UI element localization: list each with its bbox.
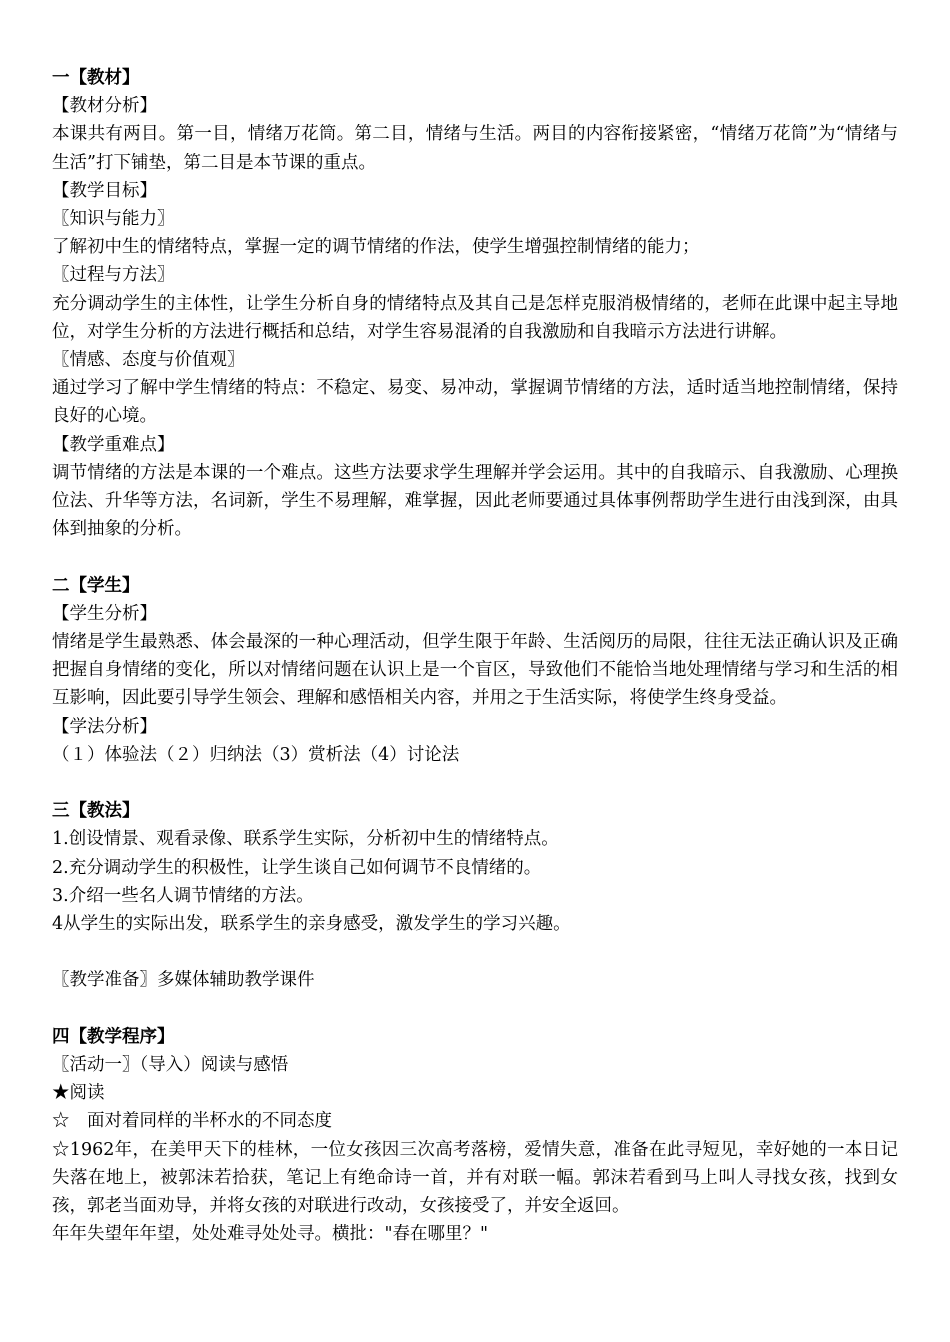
emotion-values-heading: 〖情感、态度与价值观〗 <box>52 350 245 371</box>
key-difficulties-text: 调节情绪的方法是本课的一个难点。这些方法要求学生理解并学会运用。其中的自我暗示、自我激励、心理换位法、升华等方法，名词新，学生不易理解，难掌握，因此老师要通过具体事例帮助学生进行由浅到深，由具体到抽象的分析。 <box>52 462 898 540</box>
section-3-title: 三【教法】 <box>52 801 140 822</box>
teaching-goals-heading: 【教学目标】 <box>52 180 157 201</box>
section-1-title: 一【教材】 <box>52 68 140 88</box>
section-4-title: 四【教学程序】 <box>52 1026 175 1047</box>
spacer <box>52 543 898 571</box>
couplet-text: 年年失望年年望，处处难寻处处寻。横批："春在哪里？" <box>52 1224 489 1245</box>
textbook-analysis-text: 本课共有两目。第一目，情绪万花筒。第二目，情绪与生活。两目的内容衔接紧密，“情绪万花筒”为“情绪与生活”打下铺垫，第二目是本节课的重点。 <box>52 124 898 173</box>
activity-1-heading: 〖活动一〗（导入）阅读与感悟 <box>52 1055 289 1076</box>
spacer <box>52 995 898 1023</box>
student-analysis-text: 情绪是学生最熟悉、体会最深的一种心理活动，但学生限于年龄、生活阅历的局限，往往无法正确认识及正确把握自身情绪的变化，所以对情绪问题在认识上是一个盲区，导致他们不能恰当地处理情绪与学习和生活的相互影响，因此要引导学生领会、理解和感悟相关内容，并用之于生活实际，将使学生终身受益。 <box>52 632 898 709</box>
reading-item-half-cup: ☆ 面对着同样的半杯水的不同态度 <box>52 1111 332 1132</box>
list-item: 1.创设情景、观看录像、联系学生实际，分析初中生的情绪特点。 <box>52 829 559 850</box>
list-item: 4从学生的实际出发，联系学生的亲身感受，激发学生的学习兴趣。 <box>52 914 571 935</box>
knowledge-ability-heading: 〖知识与能力〗 <box>52 209 175 230</box>
emotion-values-text: 通过学习了解中学生情绪的特点：不稳定、易变、易冲动，掌握调节情绪的方法，适时适当地控制情绪，保持良好的心境。 <box>52 378 898 427</box>
key-difficulties-heading: 【教学重难点】 <box>52 434 175 455</box>
spacer <box>52 769 898 797</box>
spacer <box>52 938 898 966</box>
process-method-heading: 〖过程与方法〗 <box>52 265 175 286</box>
teaching-preparation: 〖教学准备〗多媒体辅助教学课件 <box>52 970 315 991</box>
reading-story: ☆1962年，在美甲天下的桂林，一位女孩因三次高考落榜，爱情失意，准备在此寻短见，幸好她的一本日记失落在地上，被郭沫若拾获，笔记上有绝命诗一首，并有对联一幅。郭沫若看到马上叫人寻找女孩，找到女孩，郭老当面劝导，并将女孩的对联进行改动，女孩接受了，并安全返回。 <box>52 1139 898 1217</box>
study-method-heading: 【学法分析】 <box>52 716 157 737</box>
list-item: 2.充分调动学生的积极性，让学生谈自己如何调节不良情绪的。 <box>52 857 542 878</box>
section-2-title: 二【学生】 <box>52 575 140 596</box>
reading-label: ★阅读 <box>52 1083 105 1104</box>
textbook-analysis-heading: 【教材分析】 <box>52 96 157 117</box>
process-method-text: 充分调动学生的主体性，让学生分析自身的情绪特点及其自己是怎样克服消极情绪的，老师在此课中起主导地位，对学生分析的方法进行概括和总结，对学生容易混淆的自我激励和自我暗示方法进行讲解。 <box>52 293 898 342</box>
list-item: 3.介绍一些名人调节情绪的方法。 <box>52 885 314 906</box>
study-method-text: （１）体验法（２）归纳法（3）赏析法（4）讨论法 <box>52 744 460 765</box>
student-analysis-heading: 【学生分析】 <box>52 603 157 624</box>
knowledge-ability-text: 了解初中生的情绪特点，掌握一定的调节情绪的作法，使学生增强控制情绪的能力； <box>52 237 700 258</box>
